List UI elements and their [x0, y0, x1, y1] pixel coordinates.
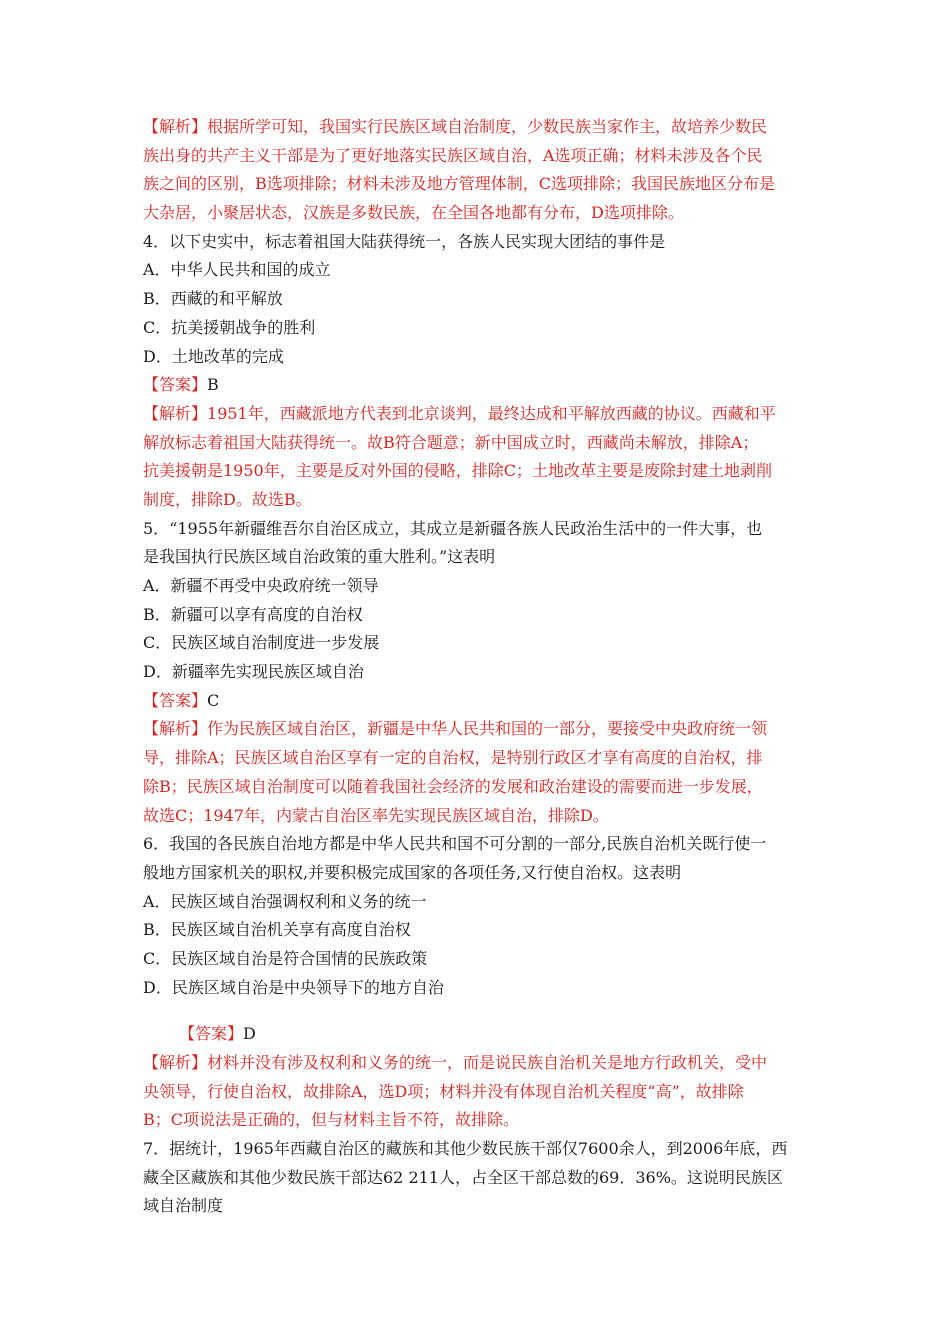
option-b: B．西藏的和平解放 [143, 289, 283, 309]
analysis-tag: 【解析】 [143, 719, 208, 739]
answer-value: C [207, 690, 220, 710]
option-c: C．民族区域自治制度进一步发展 [143, 633, 380, 653]
answer-line [143, 371, 813, 400]
option-a: A．中华人民共和国的成立 [143, 260, 331, 280]
answer-value: D [243, 1024, 256, 1044]
analysis-tag: 【解析】 [143, 403, 208, 423]
question-stem: 7．据统计，1965年西藏自治区的藏族和其他少数民族干部仅7600余人，到2006年底，西 [143, 1139, 788, 1159]
analysis-line: 大杂居，小聚居状态，汉族是多数民族，在全国各地都有分布，D选项排除。 [143, 203, 684, 223]
option-b: B．新疆可以享有高度的自治权 [143, 604, 363, 624]
answer-tag: 【答案】 [179, 1024, 244, 1044]
option-d: D．土地改革的完成 [143, 346, 284, 366]
question-stem: 藏全区藏族和其他少数民族干部达62 211人，占全区干部总数的69．36%。这说明民族区 [143, 1167, 783, 1187]
analysis-line: 央领导，行使自治权，故排除A，选D项；材料并没有体现自治机关程度“高”，故排除 [143, 1081, 744, 1101]
analysis-line: 【解析】根据所学可知，我国实行民族区域自治制度，少数民族当家作主，故培养少数民 [143, 117, 768, 136]
analysis-tag: 【解析】 [143, 1053, 208, 1072]
analysis-line: 【解析】材料并没有涉及权利和义务的统一，而是说民族自治机关是地方行政机关，受中 [143, 1053, 768, 1072]
question-stem: 是我国执行民族区域自治政策的重大胜利。”这表明 [143, 547, 496, 567]
option-c: C．抗美援朝战争的胜利 [143, 317, 316, 337]
option-c: C．民族区域自治是符合国情的民族政策 [143, 948, 428, 968]
answer-tag: 【答案】 [143, 690, 208, 710]
question-stem: 域自治制度 [143, 1196, 224, 1216]
answer-line [143, 687, 813, 716]
analysis-line: 族之间的区别，B选项排除；材料未涉及地方管理体制，C选项排除；我国民族地区分布是 [143, 174, 776, 194]
option-d: D．民族区域自治是中央领导下的地方自治 [143, 977, 444, 997]
question-stem: 6．我国的各民族自治地方都是中华人民共和国不可分割的一部分,民族自治机关既行使一 [143, 834, 767, 854]
analysis-line: 【解析】作为民族区域自治区，新疆是中华人民共和国的一部分，要接受中央政府统一领 [143, 719, 768, 739]
analysis-line: 【解析】1951年，西藏派地方代表到北京谈判，最终达成和平解放西藏的协议。西藏和平 [143, 403, 776, 423]
analysis-line: 导，排除A；民族区域自治区享有一定的自治权，是特别行政区才享有高度的自治权，排 [143, 748, 763, 768]
option-d: D．新疆率先实现民族区域自治 [143, 662, 364, 682]
option-a: A．新疆不再受中央政府统一领导 [143, 576, 379, 595]
question-stem: 5．“1955年新疆维吾尔自治区成立，其成立是新疆各族人民政治生活中的一件大事，也 [143, 518, 763, 538]
analysis-line: B；C项说法是正确的，但与材料主旨不符，故排除。 [143, 1110, 520, 1130]
analysis-line: 解放标志着祖国大陆获得统一。故B符合题意；新中国成立时，西藏尚未解放，排除A； [143, 432, 759, 452]
analysis-line: 故选C；1947年，内蒙古自治区率先实现民族区域自治，排除D。 [143, 805, 609, 825]
analysis-tag: 【解析】 [143, 117, 208, 136]
analysis-line: 族出身的共产主义干部是为了更好地落实民族区域自治，A选项正确；材料未涉及各个民 [143, 145, 763, 165]
answer-tag: 【答案】 [143, 375, 208, 395]
spacer [143, 1002, 813, 1020]
option-b: B．民族区域自治机关享有高度自治权 [143, 920, 411, 940]
analysis-line: 制度，排除D。故选B。 [143, 489, 312, 509]
analysis-line: 抗美援朝是1950年，主要是反对外国的侵略，排除C；土地改革主要是废除封建土地剥削 [143, 461, 772, 481]
analysis-line: 除B；民族区域自治制度可以随着我国社会经济的发展和政治建设的需要而进一步发展， [143, 776, 763, 796]
question-stem: 4．以下史实中，标志着祖国大陆获得统一，各族人民实现大团结的事件是 [143, 231, 666, 251]
option-a: A．民族区域自治强调权利和义务的统一 [143, 891, 427, 911]
answer-value: B [207, 375, 219, 395]
question-stem: 般地方国家机关的职权,并要积极完成国家的各项任务,又行使自治权。这表明 [143, 862, 682, 882]
answer-line [143, 1020, 813, 1049]
document-content [143, 113, 813, 1221]
